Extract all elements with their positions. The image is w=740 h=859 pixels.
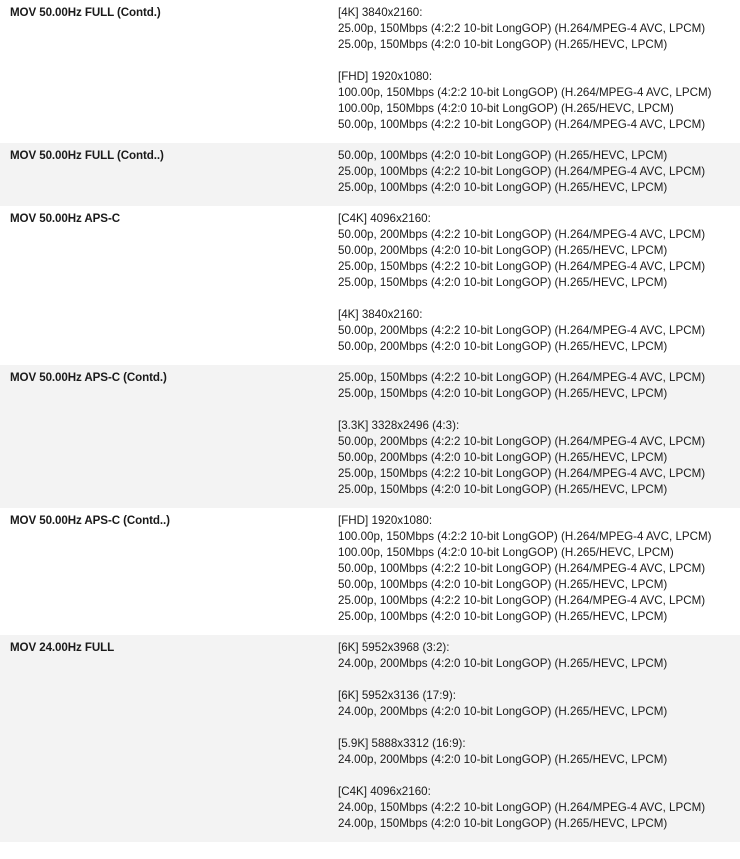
format-group — [338, 148, 734, 196]
spec-row — [0, 206, 740, 365]
format-line: 25.00p, 150Mbps (4:2:0 10-bit LongGOP) (H.265/HEVC, LPCM) — [338, 38, 668, 51]
format-group — [338, 640, 734, 672]
spec-row-values — [338, 0, 740, 143]
format-line: 50.00p, 200Mbps (4:2:2 10-bit LongGOP) (H.264/MPEG-4 AVC, LPCM) — [338, 324, 706, 337]
format-line: 50.00p, 200Mbps (4:2:0 10-bit LongGOP) (H.265/HEVC, LPCM) — [338, 244, 668, 257]
format-line: 50.00p, 100Mbps (4:2:0 10-bit LongGOP) (H.265/HEVC, LPCM) — [338, 149, 668, 162]
spec-row-values — [338, 508, 740, 635]
format-line: 50.00p, 100Mbps (4:2:0 10-bit LongGOP) (H.265/HEVC, LPCM) — [338, 578, 668, 591]
format-line: 100.00p, 150Mbps (4:2:0 10-bit LongGOP) (H.265/HEVC, LPCM) — [338, 102, 674, 115]
format-line: 25.00p, 100Mbps (4:2:2 10-bit LongGOP) (H.264/MPEG-4 AVC, LPCM) — [338, 165, 706, 178]
format-line: [5.9K] 5888x3312 (16:9): — [338, 737, 466, 750]
format-group — [338, 784, 734, 832]
format-line: 25.00p, 150Mbps (4:2:0 10-bit LongGOP) (H.265/HEVC, LPCM) — [338, 483, 668, 496]
format-line: 25.00p, 150Mbps (4:2:0 10-bit LongGOP) (H.265/HEVC, LPCM) — [338, 276, 668, 289]
format-line: 25.00p, 150Mbps (4:2:2 10-bit LongGOP) (H.264/MPEG-4 AVC, LPCM) — [338, 260, 706, 273]
spec-row-values — [338, 365, 740, 508]
format-group — [338, 370, 734, 402]
format-line: 24.00p, 150Mbps (4:2:0 10-bit LongGOP) (H.265/HEVC, LPCM) — [338, 817, 668, 830]
format-line: 25.00p, 100Mbps (4:2:0 10-bit LongGOP) (H.265/HEVC, LPCM) — [338, 610, 668, 623]
format-line: 50.00p, 100Mbps (4:2:2 10-bit LongGOP) (H.264/MPEG-4 AVC, LPCM) — [338, 118, 706, 131]
format-line: [FHD] 1920x1080: — [338, 70, 433, 83]
format-line: 25.00p, 150Mbps (4:2:2 10-bit LongGOP) (H.264/MPEG-4 AVC, LPCM) — [338, 467, 706, 480]
spec-row — [0, 508, 740, 635]
format-line: [6K] 5952x3968 (3:2): — [338, 641, 450, 654]
format-line: 50.00p, 200Mbps (4:2:0 10-bit LongGOP) (H.265/HEVC, LPCM) — [338, 340, 668, 353]
format-line: [C4K] 4096x2160: — [338, 785, 431, 798]
format-group — [338, 307, 734, 355]
format-line: 25.00p, 100Mbps (4:2:0 10-bit LongGOP) (H.265/HEVC, LPCM) — [338, 181, 668, 194]
spec-row-label: MOV 50.00Hz APS-C (Contd..) — [10, 514, 170, 527]
format-line: 50.00p, 200Mbps (4:2:2 10-bit LongGOP) (H.264/MPEG-4 AVC, LPCM) — [338, 435, 706, 448]
format-line: 25.00p, 150Mbps (4:2:0 10-bit LongGOP) (H.265/HEVC, LPCM) — [338, 387, 668, 400]
spec-row-label: MOV 50.00Hz APS-C (Contd.) — [0, 365, 338, 508]
format-group — [338, 688, 734, 720]
format-line: 100.00p, 150Mbps (4:2:2 10-bit LongGOP) (H.264/MPEG-4 AVC, LPCM) — [338, 86, 712, 99]
format-line: 25.00p, 100Mbps (4:2:2 10-bit LongGOP) (H.264/MPEG-4 AVC, LPCM) — [338, 594, 706, 607]
spec-row — [0, 635, 740, 842]
format-group — [338, 69, 734, 133]
spec-row — [0, 143, 740, 206]
format-line: 24.00p, 200Mbps (4:2:0 10-bit LongGOP) (H.265/HEVC, LPCM) — [338, 753, 668, 766]
format-group — [338, 211, 734, 291]
format-line: [FHD] 1920x1080: — [338, 514, 433, 527]
format-line: [6K] 5952x3136 (17:9): — [338, 689, 456, 702]
format-line: 100.00p, 150Mbps (4:2:0 10-bit LongGOP) (H.265/HEVC, LPCM) — [338, 546, 674, 559]
spec-row-values — [338, 635, 740, 842]
spec-row — [0, 365, 740, 508]
spec-row-values — [338, 206, 740, 365]
format-group — [338, 513, 734, 625]
spec-row — [0, 0, 740, 143]
format-group — [338, 418, 734, 498]
format-line: [3.3K] 3328x2496 (4:3): — [338, 419, 460, 432]
format-line: 25.00p, 150Mbps (4:2:2 10-bit LongGOP) (H.264/MPEG-4 AVC, LPCM) — [338, 22, 706, 35]
format-line: 50.00p, 200Mbps (4:2:0 10-bit LongGOP) (H.265/HEVC, LPCM) — [338, 451, 668, 464]
spec-row-values — [338, 143, 740, 206]
format-group — [338, 5, 734, 53]
spec-row-label: MOV 50.00Hz FULL (Contd.) — [10, 6, 161, 19]
format-line: [C4K] 4096x2160: — [338, 212, 431, 225]
format-line: 50.00p, 100Mbps (4:2:2 10-bit LongGOP) (H.264/MPEG-4 AVC, LPCM) — [338, 562, 706, 575]
format-line: [4K] 3840x2160: — [338, 6, 423, 19]
spec-row-label: MOV 24.00Hz FULL — [0, 635, 338, 842]
format-line: 50.00p, 200Mbps (4:2:2 10-bit LongGOP) (H.264/MPEG-4 AVC, LPCM) — [338, 228, 706, 241]
format-line: 100.00p, 150Mbps (4:2:2 10-bit LongGOP) (H.264/MPEG-4 AVC, LPCM) — [338, 530, 712, 543]
spec-row-label: MOV 50.00Hz FULL (Contd..) — [0, 143, 338, 206]
format-line: [4K] 3840x2160: — [338, 308, 423, 321]
format-line: 24.00p, 200Mbps (4:2:0 10-bit LongGOP) (H.265/HEVC, LPCM) — [338, 705, 668, 718]
format-line: 24.00p, 150Mbps (4:2:2 10-bit LongGOP) (H.264/MPEG-4 AVC, LPCM) — [338, 801, 706, 814]
format-group — [338, 736, 734, 768]
spec-row-label: MOV 50.00Hz APS-C — [10, 212, 120, 225]
format-line: 25.00p, 150Mbps (4:2:2 10-bit LongGOP) (H.264/MPEG-4 AVC, LPCM) — [338, 371, 706, 384]
format-line: 24.00p, 200Mbps (4:2:0 10-bit LongGOP) (H.265/HEVC, LPCM) — [338, 657, 668, 670]
